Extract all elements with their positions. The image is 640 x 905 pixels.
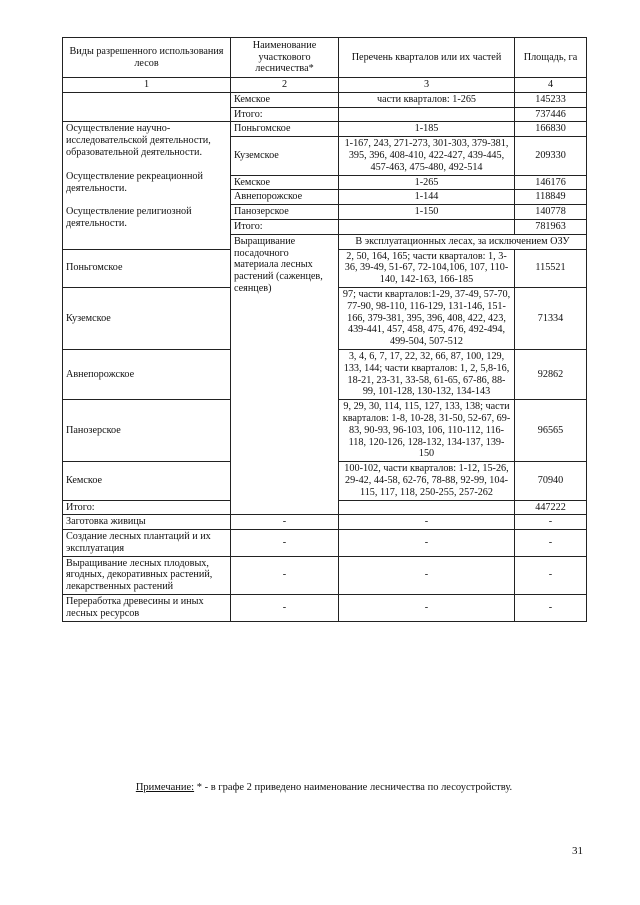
- column-number-4: 4: [515, 78, 587, 93]
- table-row: [63, 515, 587, 530]
- dash-cell: -: [515, 556, 587, 594]
- quarters-cell: 1-144: [339, 190, 515, 205]
- forestry-name: Авнепорожское: [231, 190, 339, 205]
- group-note: В эксплуатационных лесах, за исключением ОЗУ: [339, 234, 587, 249]
- empty-cell: [63, 92, 231, 122]
- quarters-cell: 9, 29, 30, 114, 115, 127, 133, 138; части кварталов: 1-8, 10-28, 31-50, 52-67, 69-83, 90-93, 96-103, 106, 110-112, 116-118, 120-126, 128-132, 134-137, 139-150: [339, 400, 515, 462]
- area-cell: 166830: [515, 122, 587, 137]
- forestry-name: Куземское: [231, 137, 339, 175]
- use-type-cell: Создание лесных плантаций и их эксплуатация: [63, 530, 231, 557]
- quarters-cell: 3, 4, 6, 7, 17, 22, 32, 66, 87, 100, 129, 133, 144; части кварталов: 1, 2, 5,8-16, 18-21, 23-31, 33-58, 61-65, 67-86, 88-99, 101-128, 130-132, 134-143: [339, 349, 515, 399]
- dash-cell: -: [515, 515, 587, 530]
- total-label: Итого:: [231, 219, 339, 234]
- use-type-seedlings: Выращивание посадочного материала лесных растений (саженцев, сеянцев): [231, 234, 339, 515]
- column-number-1: 1: [63, 78, 231, 93]
- table-row: [63, 530, 587, 557]
- empty-cell: [339, 219, 515, 234]
- use-type-text: Осуществление религиозной деятельности.: [66, 206, 192, 230]
- quarters-cell: 2, 50, 164, 165; части кварталов: 1, 3-36, 39-49, 51-67, 72-104,106, 107, 110-140, 142-163, 166-185: [339, 249, 515, 287]
- total-area: 781963: [515, 219, 587, 234]
- forestry-name: Поньгомское: [63, 249, 231, 287]
- dash-cell: -: [339, 595, 515, 622]
- dash-cell: -: [231, 530, 339, 557]
- area-cell: 92862: [515, 349, 587, 399]
- footnote-text: * - в графе 2 приведено наименование лесничества по лесоустройству.: [194, 782, 513, 793]
- forest-use-table: [62, 37, 587, 622]
- table-row: [63, 556, 587, 594]
- use-type-text: Осуществление научно-исследовательской деятельности, образовательной деятельности.: [66, 123, 211, 158]
- empty-cell: [339, 500, 515, 515]
- forestry-name: Панозерское: [63, 400, 231, 462]
- dash-cell: -: [339, 530, 515, 557]
- total-area: 447222: [515, 500, 587, 515]
- quarters-cell: 1-150: [339, 205, 515, 220]
- footnote: [62, 782, 586, 793]
- quarters-cell: 1-185: [339, 122, 515, 137]
- header-area: Площадь, га: [515, 38, 587, 78]
- table-row: [63, 122, 587, 137]
- header-forestry: Наименование участкового лесничества*: [231, 38, 339, 78]
- page-number: 31: [572, 845, 583, 857]
- forestry-name: Авнепорожское: [63, 349, 231, 399]
- use-type-research-recreation-religion: [63, 122, 231, 249]
- header-use-type: Виды разрешенного использования лесов: [63, 38, 231, 78]
- quarters-cell: 100-102, части кварталов: 1-12, 15-26, 29-42, 44-58, 62-76, 78-88, 92-99, 104-115, 117, 118, 250-255, 257-262: [339, 462, 515, 500]
- quarters-cell: 1-265: [339, 175, 515, 190]
- column-number-2: 2: [231, 78, 339, 93]
- dash-cell: -: [515, 530, 587, 557]
- forestry-name: Кемское: [63, 462, 231, 500]
- column-number-3: 3: [339, 78, 515, 93]
- table-row: [63, 92, 587, 107]
- total-area: 737446: [515, 107, 587, 122]
- forestry-name: Панозерское: [231, 205, 339, 220]
- quarters-cell: 97; части кварталов:1-29, 37-49, 57-70, 77-90, 98-110, 116-129, 131-146, 151-166, 379-381, 395, 396, 408, 422, 423, 439-441, 457, 458, 475, 476, 492-494, 499-504, 507-512: [339, 287, 515, 349]
- header-row: [63, 38, 587, 78]
- dash-cell: -: [339, 556, 515, 594]
- column-number-row: [63, 78, 587, 93]
- dash-cell: -: [231, 515, 339, 530]
- dash-cell: -: [231, 595, 339, 622]
- area-cell: 145233: [515, 92, 587, 107]
- use-type-cell: Заготовка живицы: [63, 515, 231, 530]
- use-type-cell: Переработка древесины и иных лесных ресурсов: [63, 595, 231, 622]
- quarters-cell: 1-167, 243, 271-273, 301-303, 379-381, 395, 396, 408-410, 422-427, 439-445, 457-463, 475-480, 492-514: [339, 137, 515, 175]
- area-cell: 118849: [515, 190, 587, 205]
- total-label: Итого:: [63, 500, 231, 515]
- footnote-label: Примечание:: [135, 782, 195, 793]
- use-type-text: Осуществление рекреационной деятельности.: [66, 170, 203, 194]
- area-cell: 140778: [515, 205, 587, 220]
- area-cell: 71334: [515, 287, 587, 349]
- total-label: Итого:: [231, 107, 339, 122]
- forestry-name: Кемское: [231, 175, 339, 190]
- header-quarters: Перечень кварталов или их частей: [339, 38, 515, 78]
- forestry-name: Поньгомское: [231, 122, 339, 137]
- quarters-cell: части кварталов: 1-265: [339, 92, 515, 107]
- dash-cell: -: [339, 515, 515, 530]
- dash-cell: -: [515, 595, 587, 622]
- use-type-cell: Выращивание лесных плодовых, ягодных, декоративных растений, лекарственных растений: [63, 556, 231, 594]
- dash-cell: -: [231, 556, 339, 594]
- area-cell: 209330: [515, 137, 587, 175]
- area-cell: 96565: [515, 400, 587, 462]
- empty-cell: [339, 107, 515, 122]
- area-cell: 70940: [515, 462, 587, 500]
- table-row: [63, 595, 587, 622]
- forestry-name: Куземское: [63, 287, 231, 349]
- forestry-name: Кемское: [231, 92, 339, 107]
- area-cell: 115521: [515, 249, 587, 287]
- area-cell: 146176: [515, 175, 587, 190]
